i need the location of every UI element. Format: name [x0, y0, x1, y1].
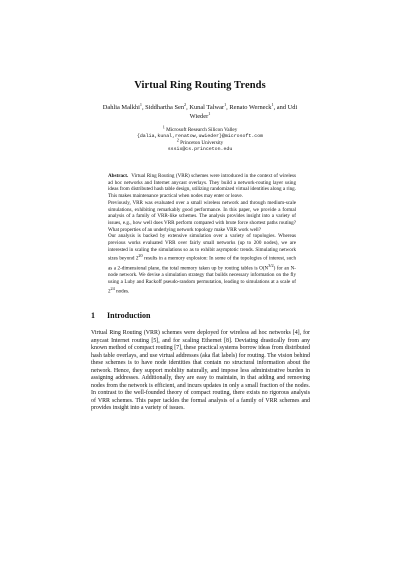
section-title: Introduction: [107, 311, 151, 320]
abstract-paragraph: [108, 173, 296, 200]
affiliation-name: Microsoft Research Silicon Valley: [166, 127, 238, 133]
affiliation-name: Princeton University: [180, 140, 224, 147]
abstract-text: results in a memory explosion: In some of the topologies of interest, such as a 2-dimensional plane, the total memory taken up by routing tables is O(N: [108, 256, 296, 272]
abstract-exponent: 3/2: [268, 262, 274, 268]
author-name: Renato Werneck: [229, 104, 272, 111]
author-affil-mark: 1: [224, 101, 227, 107]
affiliation: [100, 137, 300, 153]
author-name: Udi Wieder: [189, 104, 298, 120]
author-affil-mark: 1: [271, 101, 274, 107]
abstract-text: ) for an N-node network. We devise a simulation strategy that builds necessary information on the fly using a Luby and Rackoff pseudo-random permutation, leading to simulations at a scale of 2: [108, 265, 296, 295]
abstract-text: nodes.: [114, 288, 130, 295]
abstract-exponent: 24: [110, 285, 115, 291]
affiliation-email: {dalia,kunal,renatow,uwieder}@microsoft.com: [136, 133, 264, 139]
abstract: [108, 173, 296, 295]
section-heading: [91, 311, 311, 320]
abstract-text: Virtual Ring Routing (VRR) schemes were introduced in the context of wireless ad hoc networks and Internet anycast overlays. They build a network-routing layer using ideas from distributed hash table design, utilizing randomized virtual identities along a ring. This makes maintenance practical when nodes may enter or leave.: [108, 173, 296, 200]
affiliation-mark: 1: [162, 124, 165, 130]
author-name: Dahlia Malkhi: [102, 104, 140, 111]
author-affil-mark: 1: [139, 101, 142, 107]
abstract-exponent: 20: [138, 253, 143, 259]
section-body: [91, 330, 310, 413]
author-affil-mark: 1: [208, 110, 211, 116]
affiliation-mark: 2: [176, 137, 179, 143]
abstract-text: Our analysis is backed by extensive simulation over a variety of topologies. Whereas previous works evaluated VRR over fairly small networks (up to 200 nodes), we are interested in scaling the simulations so as to exhibit asymptotic trends. Simulating network sizes beyond 2: [108, 233, 296, 263]
author-list: Dahlia Malkhi$^1$, Siddhartha Sen$^2$, Kunal Talwar$^1$, Renato Werneck$^1$, and Udi Wieder$^1$: [102, 101, 298, 120]
author-name: Kunal Talwar: [189, 104, 225, 111]
paper-title: Virtual Ring Routing Trends: [134, 80, 266, 91]
affiliation: [100, 124, 300, 140]
author-affil-mark: 2: [184, 101, 187, 107]
abstract-label: Abstract.: [108, 173, 129, 179]
affiliation-email: sssix@cs.princeton.edu: [167, 147, 233, 153]
affiliation-block: [100, 124, 300, 154]
body-paragraph: Virtual Ring Routing (VRR) schemes were deployed for wireless ad hoc networks [4], for anycast Internet routing [5], and for scaling Ethernet [8]. Deviating drastically from any known method of compact routing [7], these practical systems borrow ideas from distributed hash table overlays, and use virtual addresses (aka flat labels) for routing. The vision behind these schemes is to have node identities that contain no structural information about the network. Hence, they support mobility naturally, and impose less administrative burden in assigning addresses. Additionally, they are easy to maintain, in that adding and removing nodes from the network is efficient, and incurs updates in only a small fraction of the nodes. In contrast to the well-founded theory of compact routing, there exists no rigorous analysis of VRR schemes. This paper tackles the formal analysis of a family of VRR schemes and provides insight into a variety of issues.: [91, 330, 310, 411]
abstract-paragraph: [108, 233, 296, 295]
section-number: 1: [91, 311, 95, 320]
abstract-paragraph: Previously, VRR was evaluated over a small wireless network and through medium-scale simulations, exhibiting remarkably good performance. In this paper, we provide a formal analysis of a family of VRR-like schemes. The analysis provides insight into a variety of issues, e.g., how well does VRR perform compared with brute force shortest paths routing? What properties of an underlying network topology make VRR work well?: [108, 199, 296, 233]
author-name: Siddhartha Sen: [145, 104, 185, 111]
